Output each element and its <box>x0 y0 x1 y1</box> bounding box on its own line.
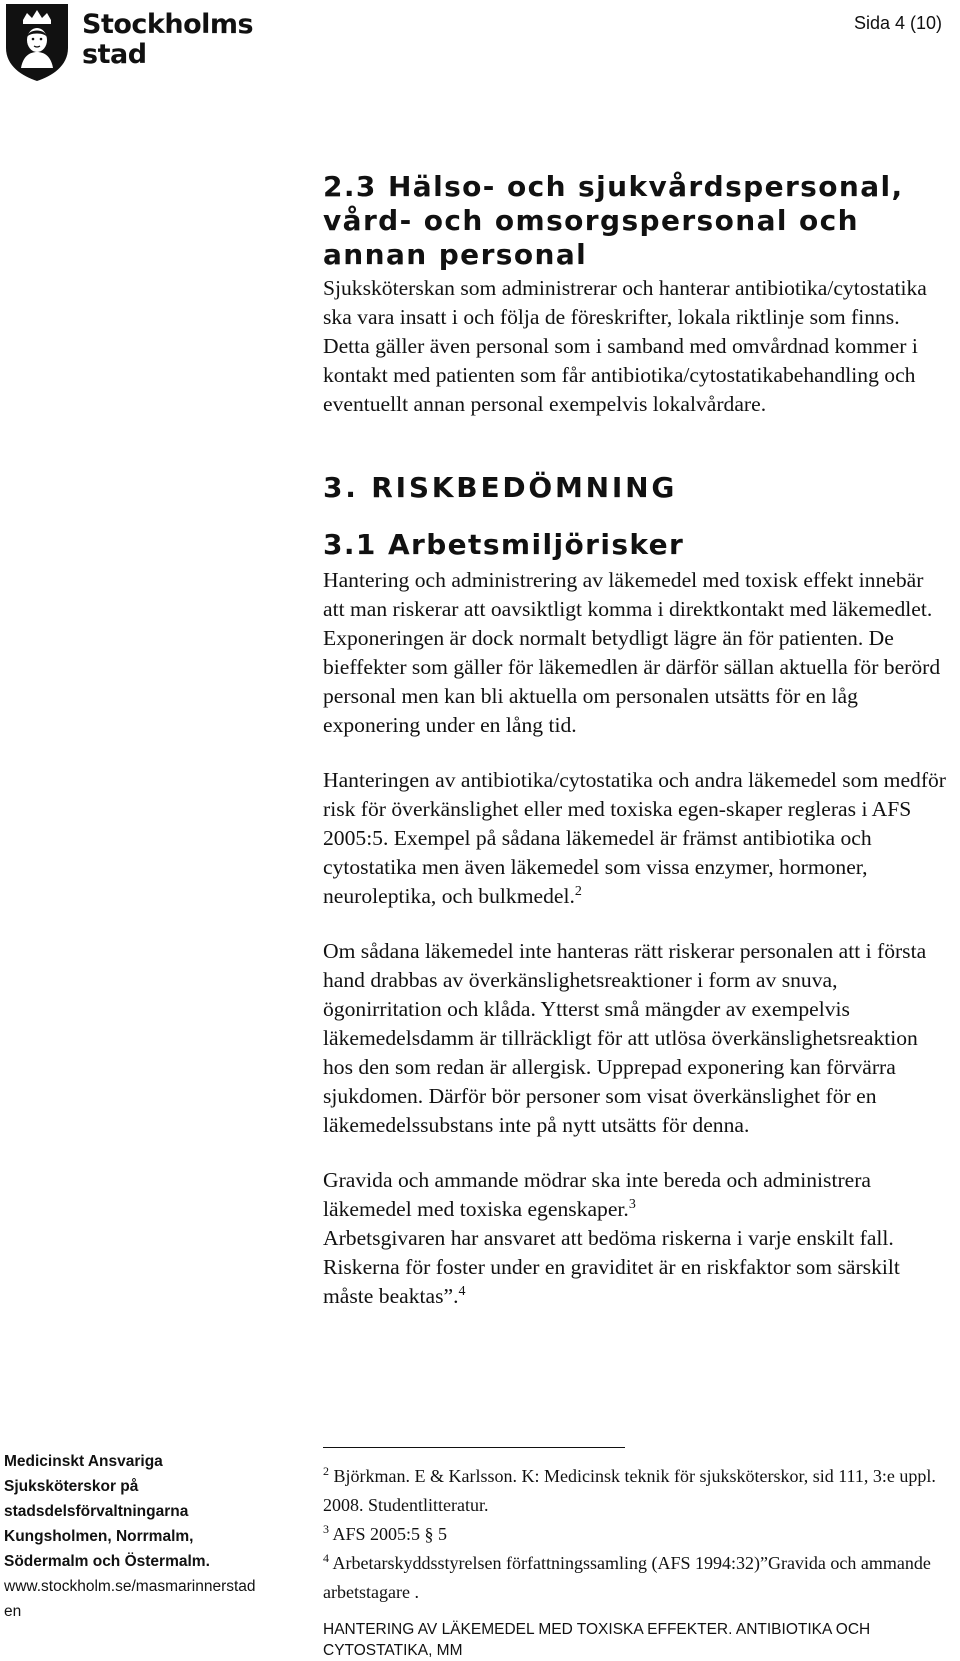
logo-wordmark-line2: stad <box>82 39 147 70</box>
footnote-separator <box>323 1447 625 1448</box>
footer-org-name: Medicinskt Ansvariga Sjuksköterskor på stadsdelsförvaltningarna Kungsholmen, Norrmalm, Södermalm och Östermalm. <box>4 1453 210 1570</box>
section-3-1-paragraph-1: Hantering och administrering av läkemedel med toxisk effekt innebär att man riskerar att oavsiktligt komma i direktkontakt med läkemedlet. Exponeringen är dock normalt betydligt lägre än för patienten. De bieffekter som gäller för läkemedlen är därför sällan aktuella för berörd personal men kan bli aktuella om personalen utsätts för en låg exponering under en lång tid. <box>323 568 941 737</box>
footnote-item <box>323 1549 948 1607</box>
section-3-1-heading: 3.1 Arbetsmiljörisker <box>323 528 685 561</box>
footnote-text: AFS 2005:5 § 5 <box>332 1524 448 1544</box>
footnote-item <box>323 1462 948 1520</box>
paragraph-2-text: Hanteringen av antibiotika/cytostatika och andra läkemedel som medför risk för överkänslighet eller med toxiska egen-skaper regleras i AFS 2005:5. Exempel på sådana läkemedel är främst antibiotika och cytostatika men även läkemedel som vissa enzymer, hormoner, neuroleptika, och bulkmedel. <box>323 768 947 908</box>
footnote-text: Björkman. E & Karlsson. K: Medicinsk teknik för sjuksköterskor, sid 111, 3:e uppl. 2008. Studentlitteratur. <box>323 1466 936 1515</box>
section-2-3-heading: 2.3 Hälso- och sjukvårdspersonal, vård- och omsorgspersonal och annan personal <box>323 170 904 271</box>
page-number: Sida 4 (10) <box>853 13 942 33</box>
footnote-number: 4 <box>323 1551 329 1565</box>
logo-wordmark-line1: Stockholms <box>82 9 254 40</box>
footnote-text: Arbetarskyddsstyrelsen författningssamling (AFS 1994:32)”Gravida och ammande arbetstagare . <box>323 1553 931 1602</box>
section-2-3-paragraph: Sjuksköterskan som administrerar och hanterar antibiotika/cytostatika ska vara insatt i och följa de föreskrifter, lokala riktlinje som finns. Detta gäller även personal som i samband med omvårdnad kommer i kontakt med patienten som får antibiotika/cytostatikabehandling och eventuellt annan personal exempelvis lokalvårdare. <box>323 276 927 416</box>
section-3-1-paragraph-2 <box>323 766 948 911</box>
footer-url-link[interactable]: www.stockholm.se/masmarinnerstaden <box>4 1578 256 1620</box>
city-crest-icon <box>4 2 70 82</box>
paragraph-4a-text: Gravida och ammande mödrar ska inte bereda och administrera läkemedel med toxiska egenskaper. <box>323 1168 872 1221</box>
paragraph-4b-text: Arbetsgivaren har ansvaret att bedöma riskerna i varje enskilt fall. Riskerna för foster under en graviditet är en riskfaktor som särskilt måste beaktas”. <box>323 1226 900 1308</box>
section-3-heading: 3. RISKBEDÖMNING <box>323 471 678 504</box>
stockholms-stad-logo <box>4 2 264 84</box>
footer-organization <box>4 1449 259 1624</box>
main-content <box>323 170 948 1311</box>
footnotes <box>323 1462 948 1607</box>
section-3-1-paragraph-3: Om sådana läkemedel inte hanteras rätt riskerar personalen att i första hand drabbas av överkänslighetsreaktioner i form av snuva, ögonirritation och klåda. Ytterst små mängder av exempelvis läkemedelsdamm är tillräckligt för att utlösa överkänslighetsreaktion hos den som redan är allergisk. Upprepad exponering kan förvärra sjukdomen. Därför bör personer som visat överkänslighet för en läkemedelssubstans inte på nytt utsätts för denna. <box>323 939 927 1137</box>
footnote-ref-3: 3 <box>628 1197 636 1212</box>
footnote-item <box>323 1520 948 1549</box>
document-title-footer: HANTERING AV LÄKEMEDEL MED TOXISKA EFFEKTER. ANTIBIOTIKA OCH CYTOSTATIKA, MM <box>323 1621 871 1659</box>
section-3-1-paragraph-4 <box>323 1166 948 1311</box>
footnote-number: 3 <box>323 1522 329 1536</box>
footnote-ref-2: 2 <box>574 884 582 899</box>
footnote-number: 2 <box>323 1464 329 1478</box>
footnote-ref-4: 4 <box>458 1284 466 1299</box>
